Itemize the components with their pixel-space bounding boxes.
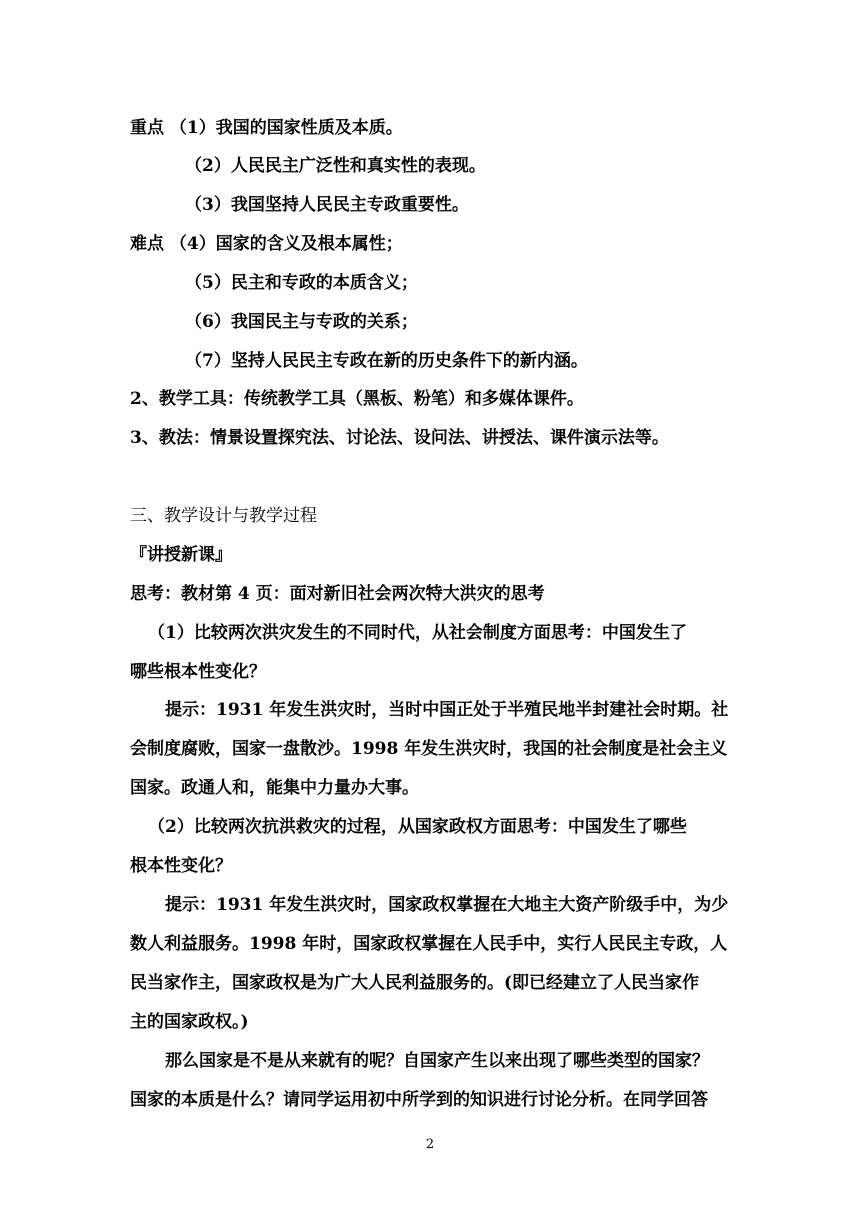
key-point-line-3: （3）我国坚持人民民主专政重要性。 bbox=[185, 195, 469, 215]
question-2-line-2: 根本性变化？ bbox=[130, 856, 232, 876]
difficulty-line-7: （7）坚持人民民主专政在新的历史条件下的新内涵。 bbox=[185, 351, 588, 371]
teaching-methods-line: 3、教法：情景设置探究法、讨论法、设问法、讲授法、课件演示法等。 bbox=[130, 428, 669, 448]
section-heading: 三、教学设计与教学过程 bbox=[130, 506, 317, 526]
question-1-line-2: 哪些根本性变化？ bbox=[130, 662, 266, 682]
question-2-line-1: （2）比较两次抗洪救灾的过程，从国家政权方面思考：中国发生了哪些 bbox=[148, 817, 687, 837]
difficulty-line-5: （5）民主和专政的本质含义； bbox=[185, 273, 418, 293]
paragraph-line-2: 国家的本质是什么？请同学运用初中所学到的知识进行讨论分析。在同学回答 bbox=[130, 1090, 708, 1110]
hint-2-line-4: 主的国家政权。) bbox=[130, 1012, 249, 1032]
teaching-tools-line: 2、教学工具：传统教学工具（黑板、粉笔）和多媒体课件。 bbox=[130, 389, 584, 409]
hint-1-line-2: 会制度腐败，国家一盘散沙。1998 年发生洪灾时，我国的社会制度是社会主义 bbox=[130, 739, 728, 759]
thinking-prompt: 思考：教材第 4 页：面对新旧社会两次特大洪灾的思考 bbox=[130, 584, 545, 604]
hint-1-line-1: 提示：1931 年发生洪灾时，当时中国正处于半殖民地半封建社会时期。社 bbox=[165, 700, 729, 720]
question-1-line-1: （1）比较两次洪灾发生的不同时代，从社会制度方面思考：中国发生了 bbox=[148, 623, 687, 643]
new-lesson-label: 『讲授新课』 bbox=[130, 545, 232, 565]
difficulty-line-4: 难点 （4）国家的含义及根本属性； bbox=[130, 234, 403, 254]
hint-2-line-2: 数人利益服务。1998 年时，国家政权掌握在人民手中，实行人民民主专政，人 bbox=[130, 934, 728, 954]
hint-2-line-1: 提示：1931 年发生洪灾时，国家政权掌握在大地主大资产阶级手中，为少 bbox=[165, 895, 729, 915]
key-point-line-2: （2）人民民主广泛性和真实性的表现。 bbox=[185, 156, 486, 176]
page-number: 2 bbox=[425, 1137, 435, 1152]
difficulty-line-6: （6）我国民主与专政的关系； bbox=[185, 312, 418, 332]
hint-2-line-3: 民当家作主，国家政权是为广大人民利益服务的。(即已经建立了人民当家作 bbox=[130, 973, 700, 993]
paragraph-line-1: 那么国家是不是从来就有的呢？自国家产生以来出现了哪些类型的国家？ bbox=[165, 1051, 709, 1071]
key-point-line-1: 重点 （1）我国的国家性质及本质。 bbox=[130, 118, 403, 138]
hint-1-line-3: 国家。政通人和，能集中力量办大事。 bbox=[130, 778, 419, 798]
